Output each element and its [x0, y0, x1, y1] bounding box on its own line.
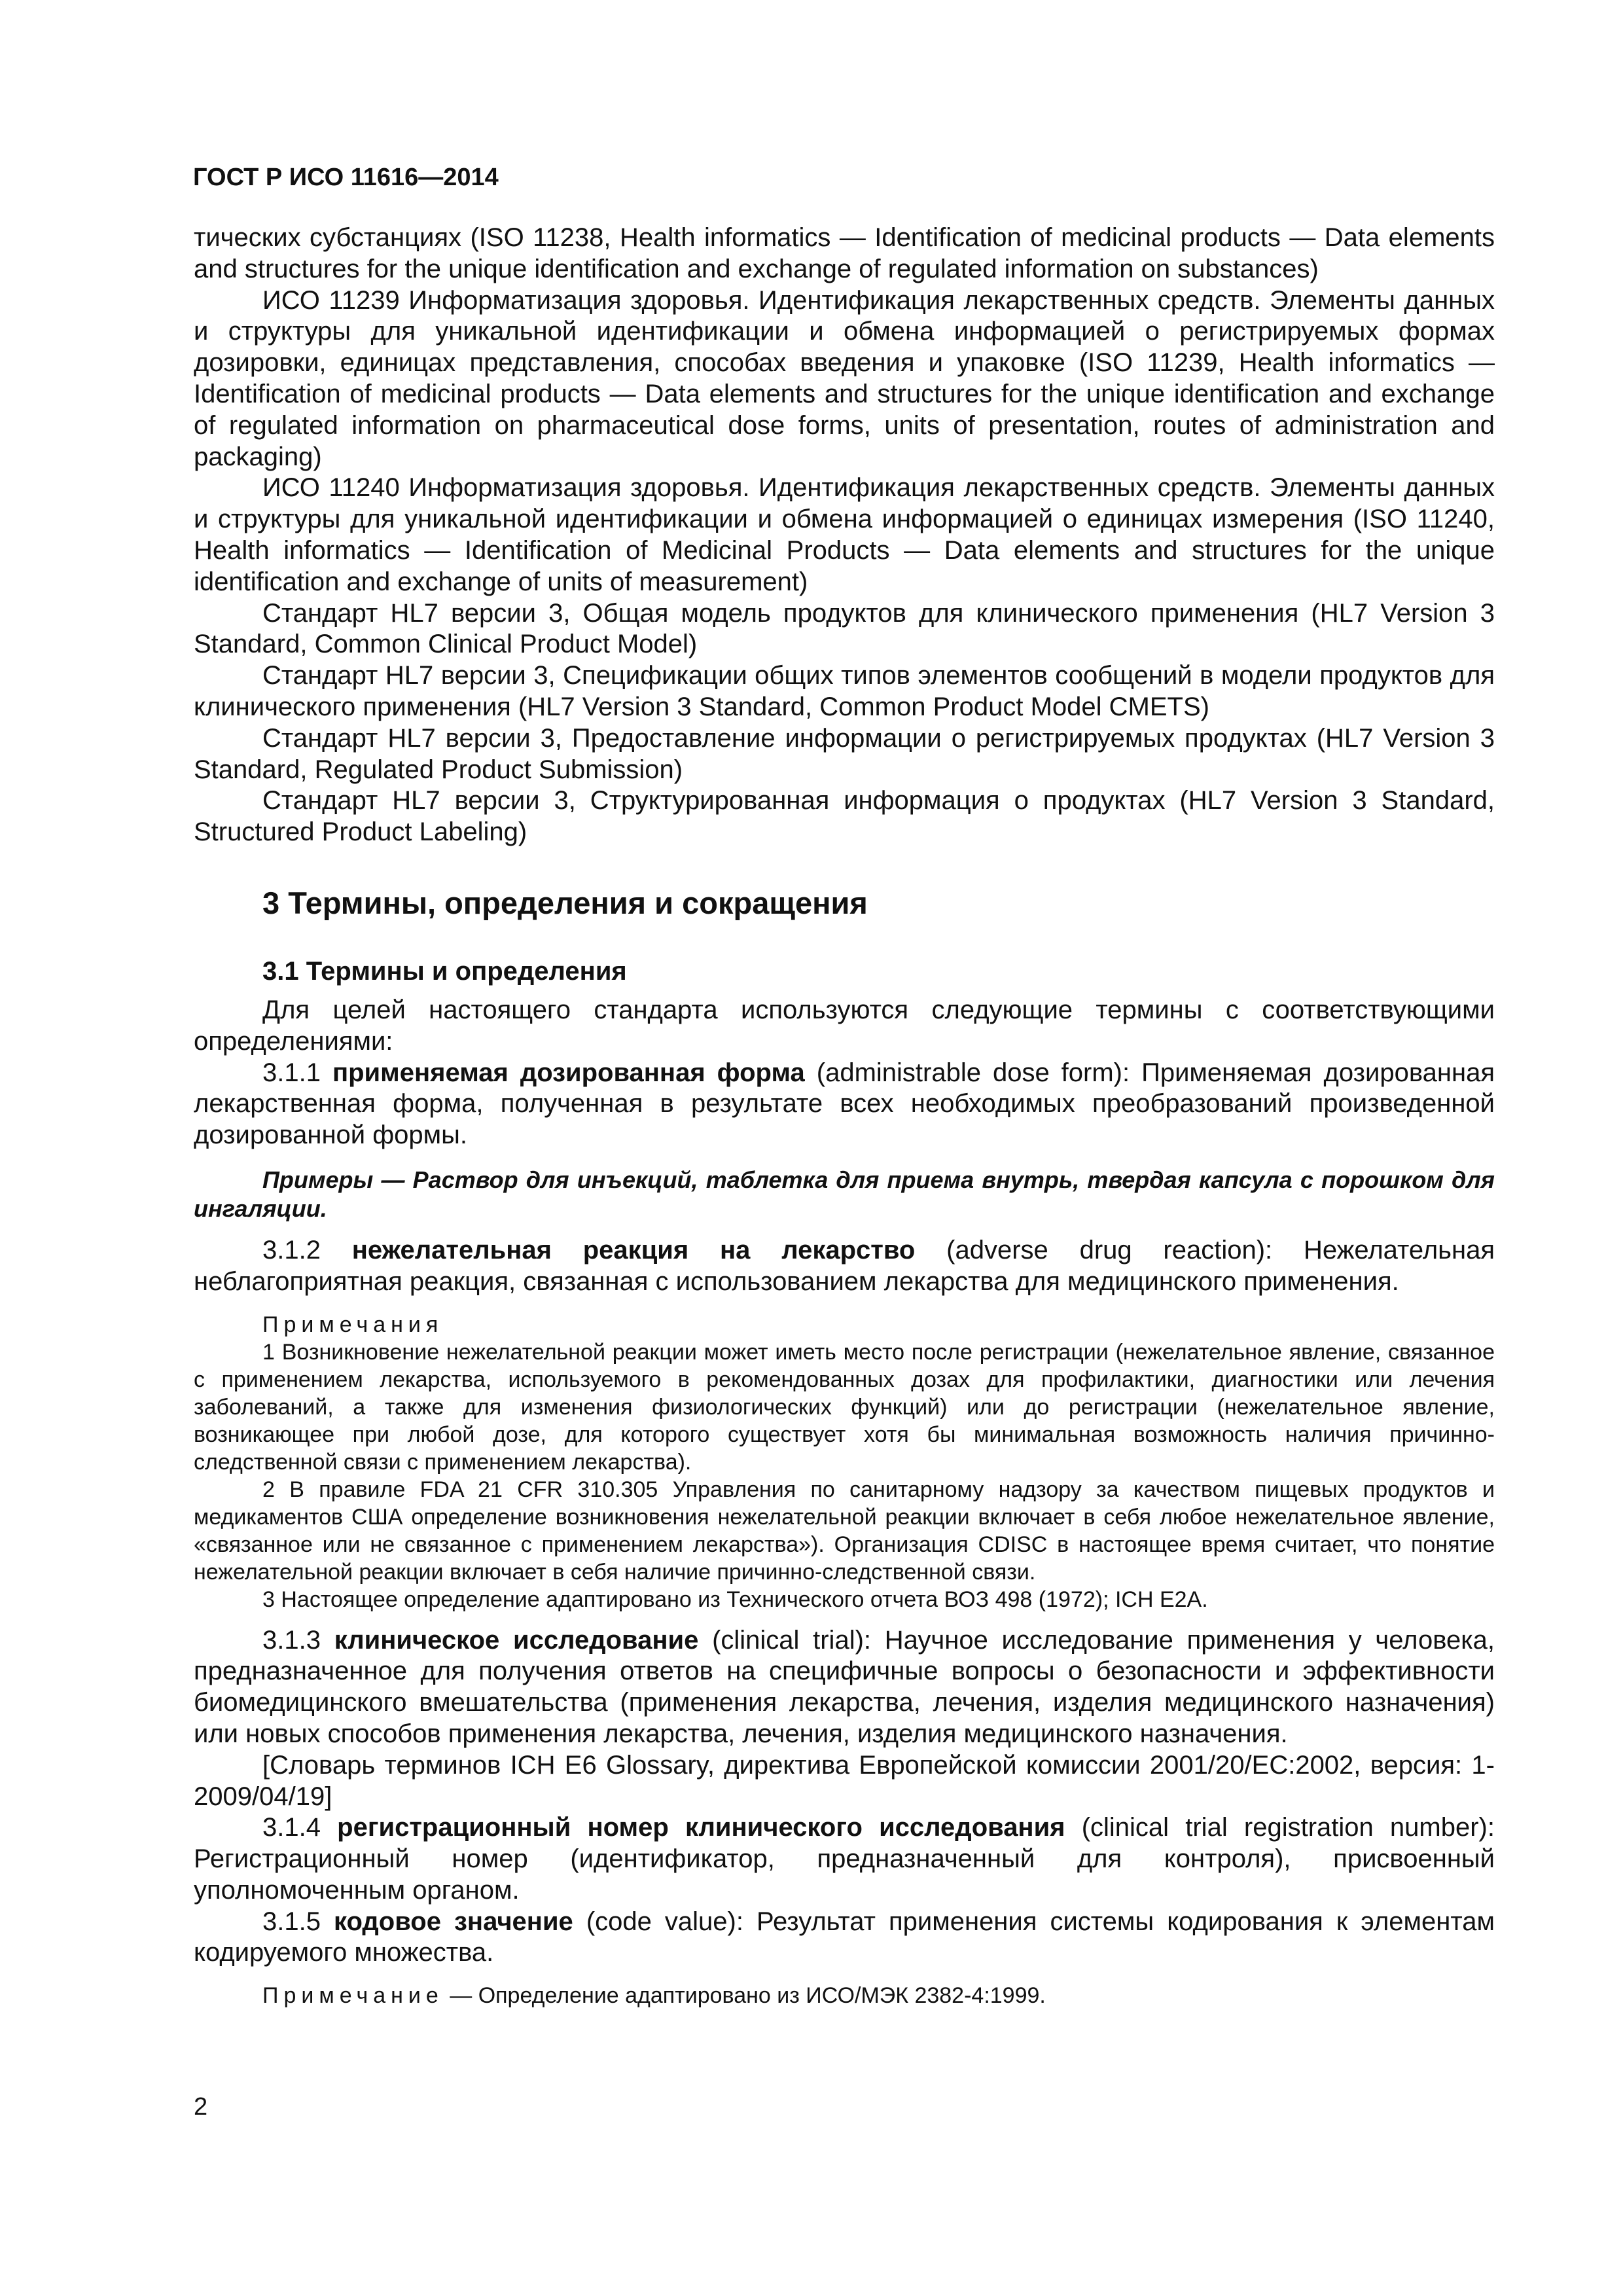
- document-body: [194, 223, 1495, 2009]
- biblio-entry-continuation: тических субстанциях (ISO 11238, Health informatics — Identification of medicinal products — Data elements and structures for the unique identification and exchange of regulated information on substances): [194, 223, 1495, 283]
- term-definition: (clinical trial): Научное исследование применения у человека, предназначенное для получения ответов на специфичные вопросы о безопасности и эффективности биомедицинского вмешательства (применения лекарства, лечения, изделия медицинского назначения) или новых способов применения лекарства, лечения, изделия медицинского назначения.: [194, 1625, 1495, 1748]
- term-number: 3.1.5: [262, 1907, 321, 1936]
- term-number: 3.1.3: [262, 1625, 321, 1655]
- term-3-1-2: [194, 1235, 1495, 1298]
- term-number: 3.1.2: [262, 1235, 321, 1265]
- biblio-entry-hl7-spl: Стандарт HL7 версии 3, Структурированная информация о продуктах (HL7 Version 3 Standard, Structured Product Labeling): [194, 786, 1495, 847]
- notes-label: Примечания: [262, 1312, 444, 1337]
- note-3: 3 Настоящее определение адаптировано из Технического отчета ВОЗ 498 (1972); ICH E2A.: [262, 1587, 1208, 1612]
- term-definition: (administrable dose form): Применяемая дозированная лекарственная форма, полученная в результате всех необходимых преобразований произведенной дозированной формы.: [194, 1058, 1495, 1150]
- term-3-1-4: [194, 1812, 1495, 1906]
- final-note: [194, 1982, 1495, 2009]
- note-2: 2 В правиле FDA 21 CFR 310.305 Управления по санитарному надзору за качеством пищевых продуктов и медикаментов США определение возникновения нежелательной реакции включает в себя любое нежелательное явление, «связанное или не связанное с применением лекарства»). Организация CDISC в настоящее время считает, что понятие нежелательной реакции включает в себя наличие причинно-следственной связи.: [194, 1477, 1495, 1585]
- term-definition: (code value): Результат применения системы кодирования к элементам кодируемого множества.: [194, 1907, 1495, 1967]
- term-3-1-5: [194, 1907, 1495, 1969]
- document-header: ГОСТ Р ИСО 11616—2014: [193, 164, 499, 191]
- section-intro: Для целей настоящего стандарта используются следующие термины с соответствующими определениями:: [194, 995, 1495, 1056]
- term-name: применяемая дозированная форма: [332, 1058, 805, 1087]
- term-definition: (clinical trial registration number): Регистрационный номер (идентификатор, предназначенный для контроля), присвоенный уполномоченным органом.: [194, 1813, 1495, 1905]
- term-name: кодовое значение: [334, 1907, 573, 1936]
- term-definition: (adverse drug reaction): Нежелательная неблагоприятная реакция, связанная с использованием лекарства для медицинского применения.: [194, 1235, 1495, 1296]
- biblio-entry-hl7-ccpm: Стандарт HL7 версии 3, Общая модель продуктов для клинического применения (HL7 Version 3 Standard, Common Clinical Product Model): [194, 598, 1495, 659]
- term-3-1-1: [194, 1058, 1495, 1151]
- term-name: клиническое исследование: [334, 1625, 699, 1655]
- term-3-1-3-reference: [Словарь терминов ICH E6 Glossary, директива Европейской комиссии 2001/20/EC:2002, версия: 1-2009/04/19]: [194, 1750, 1495, 1811]
- biblio-entry-hl7-cmets: Стандарт HL7 версии 3, Спецификации общих типов элементов сообщений в модели продуктов для клинического применения (HL7 Version 3 Standard, Common Product Model CMETS): [194, 661, 1495, 721]
- biblio-entry-hl7-rps: Стандарт HL7 версии 3, Предоставление информации о регистрируемых продуктах (HL7 Version 3 Standard, Regulated Product Submission): [194, 723, 1495, 784]
- term-number: 3.1.1: [262, 1058, 321, 1087]
- term-name: нежелательная реакция на лекарство: [351, 1235, 916, 1265]
- biblio-entry-iso-11240: ИСО 11240 Информатизация здоровья. Идентификация лекарственных средств. Элементы данных и структуры для уникальной идентификации и обмена информацией о единицах измерения (ISO 11240, Health informatics — Identification of Medicinal Products — Data elements and structures for the unique identification and exchange of units of measurement): [194, 473, 1495, 596]
- final-note-text: — Определение адаптировано из ИСО/МЭК 2382-4:1999.: [443, 1983, 1046, 2009]
- section-heading: 3 Термины, определения и сокращения: [262, 885, 868, 920]
- note-1: 1 Возникновение нежелательной реакции может иметь место после регистрации (нежелательное явление, связанное с применением лекарства, используемого в рекомендованных дозах для профилактики, диагностики или лечения заболеваний, а также для изменения физиологических функций) или до регистрации (нежелательное явление, возникающее при любой дозе, для которого существует хотя бы минимальная возможность наличия причинно-следственной связи с применением лекарства).: [194, 1339, 1495, 1475]
- examples-note: Примеры — Раствор для инъекций, таблетка для приема внутрь, твердая капсула с порошком для ингаляции.: [194, 1166, 1495, 1222]
- term-3-1-3: [194, 1625, 1495, 1750]
- final-note-label: Примечание: [262, 1983, 444, 2009]
- term-number: 3.1.4: [262, 1813, 321, 1842]
- biblio-entry-iso-11239: ИСО 11239 Информатизация здоровья. Идентификация лекарственных средств. Элементы данных и структуры для уникальной идентификации и обмена информацией о регистрируемых формах дозировки, единицах представления, способах введения и упаковке (ISO 11239, Health informatics — Identification of medicinal products — Data elements and structures for the unique identification and exchange of regulated information on pharmaceutical dose forms, units of presentation, routes of administration and packaging): [194, 285, 1495, 471]
- term-name: регистрационный номер клинического исследования: [337, 1813, 1065, 1842]
- subsection-heading: 3.1 Термины и определения: [262, 956, 627, 986]
- page-number: 2: [194, 2093, 208, 2121]
